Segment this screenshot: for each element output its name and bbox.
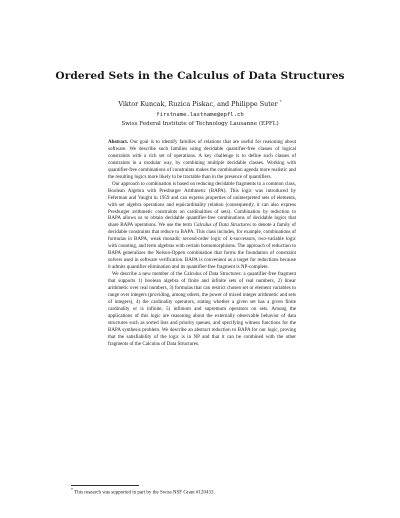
abstract-paragraph-2-text-b: to denote a family of decidable constraints that reduce to BAPA. This class includes, for example, combinations of formulas in BAPA, weak monadic second-order logic of k-successors, two-variable logic with counting, and term algebras with certain homomorphisms. The approach of reduction to BAPA generalizes the Nelson-Oppen combination that forms the foundation of constraint solvers used in software verification. BAPA is convenient as a target for reductions because it admits quantifier elimination and its quantifier-free fragment is NP-complete. [108, 222, 296, 271]
footnote [71, 487, 331, 496]
author-email: firstname.lastname@epfl.ch [156, 112, 244, 118]
author-affiliation: Swiss Federal Institute of Technology Lausanne (EPFL) [121, 121, 279, 127]
paper-title: Ordered Sets in the Calculus of Data Structures [55, 70, 345, 82]
footnote-mark: * [71, 487, 73, 492]
abstract-paragraph-1-text: Our goal is to identify families of relations that are useful for reasoning about software. We describe such families using decidable quantifier-free classes of logical constraints with a rich set of operations. A key challenge is to define such classes of constraints in a modular way, by combining multiple decidable classes. Working with quantifier-free combinations of constraints makes the combination agenda more realistic and the resulting logics more likely to be tractable than in the presence of quantifiers. [108, 139, 296, 180]
author-list [0, 99, 400, 108]
abstract-paragraph-1 [108, 139, 296, 181]
abstract-paragraph-2-text-a: Our approach to combination is based on reducing decidable fragments to a common class, Boolean Algebra with Presburger Arithmetic (BAPA). This logic was introduced by Feferman and Vaught in 1959 and can express properties of uninterpreted sets of elements, with set algebra operations and equicardinality relation (consequently, it can also express Presburger arithmetic constraints on cardinalities of sets). Combination by reduction to BAPA allows us to obtain decidable quantifier-free combinations of decidable logics that share BAPA operations. We use the term [108, 180, 296, 229]
abstract-paragraph-3: We describe a new member of the Calculus of Data Structures: a quantifier-free fragment that supports 1) boolean algebra of finite and infinite sets of real numbers, 2) linear arithmetic over real numbers, 3) formulas that can restrict chosen set or element variables to range over integers (providing, among others, the power of mixed integer arithmetic and sets of integers), 4) the cardinality operators, stating whether a given set has a given finite cardinality or is infinite, 5) infimum and supremum operators on sets. Among the applications of this logic are reasoning about the externally observable behavior of data structures such as sorted lists and priority queues, and specifying witness functions for the BAPA synthesis problem. We describe an abstract reduction to BAPA for our logic, proving that the satisfiability of the logic is in NP and that it can be combined with the other fragments of the Calculus of Data Structures. [108, 271, 296, 347]
footnote-divider [71, 485, 139, 486]
abstract-paragraph-2 [108, 181, 296, 271]
abstract-term-emphasis: Calculus of Data Structures [193, 222, 251, 229]
abstract [108, 139, 296, 348]
footnote-text: This research was supported in part by the Swiss NSF Grant #120433. [74, 490, 215, 496]
abstract-label: Abstract. [108, 139, 129, 145]
author-footnote-mark: * [279, 99, 282, 104]
author-names: Viktor Kuncak, Ruzica Piskac, and Philippe Suter [118, 100, 278, 109]
